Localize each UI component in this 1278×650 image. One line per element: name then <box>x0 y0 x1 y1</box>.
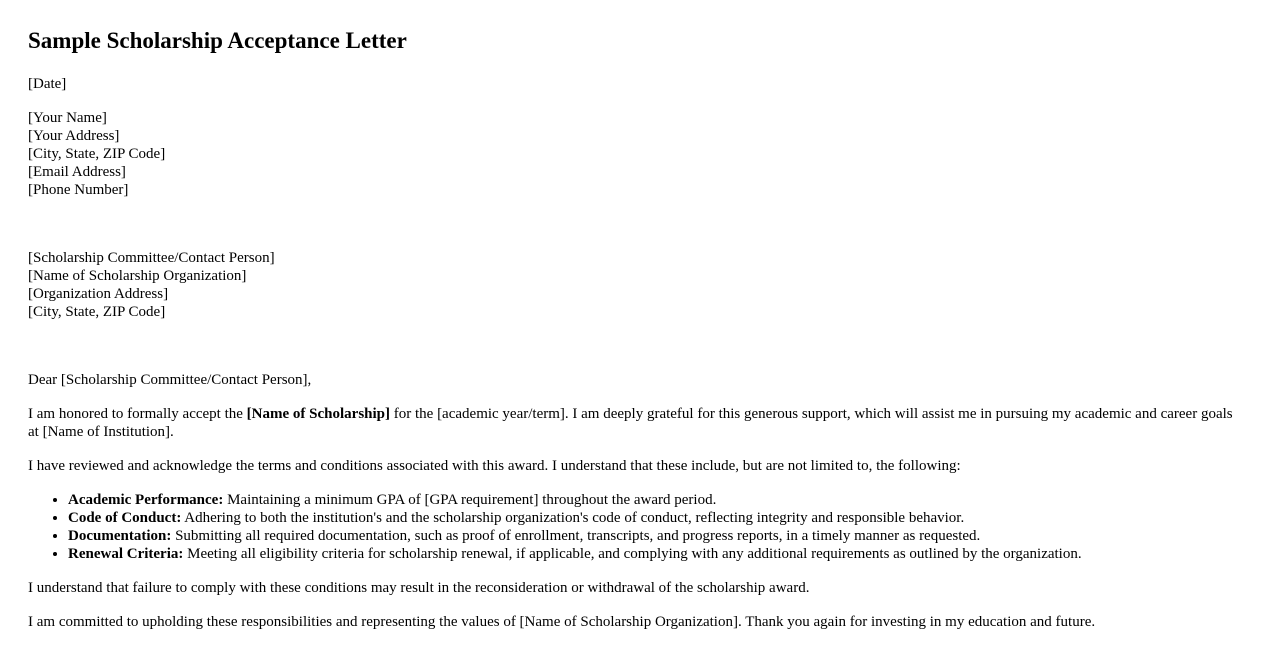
condition-term: Code of Conduct: <box>68 510 182 526</box>
recipient-city: [City, State, ZIP Code] <box>28 304 166 320</box>
conditions-list <box>28 491 1242 563</box>
commitment-text: I am committed to upholding these responsibilities and representing the values of [Name of Scholarship Organization]. Thank you again for investing in my education and future. <box>28 614 1096 630</box>
condition-text: Adhering to both the institution's and the scholarship organization's code of conduct, reflecting integrity and responsible behavior. <box>181 510 965 526</box>
page-title: Sample Scholarship Acceptance Letter <box>28 28 407 53</box>
list-item <box>68 545 1242 563</box>
compliance-text: I understand that failure to comply with these conditions may result in the reconsideration or withdrawal of the scholarship award. <box>28 580 810 596</box>
acceptance-text <box>28 405 1242 441</box>
recipient-contact: [Scholarship Committee/Contact Person] <box>28 250 275 266</box>
scholarship-name: [Name of Scholarship] <box>246 406 390 422</box>
condition-term: Documentation: <box>68 528 172 544</box>
sender-city: [City, State, ZIP Code] <box>28 146 166 162</box>
paragraph-compliance <box>28 579 1242 597</box>
sender-email: [Email Address] <box>28 164 126 180</box>
recipient-address-block <box>28 249 1242 321</box>
paragraph-acceptance <box>28 405 1242 441</box>
recipient-address: [Organization Address] <box>28 286 169 302</box>
paragraph-commitment <box>28 613 1242 631</box>
sender-address-block <box>28 109 1242 199</box>
condition-term: Academic Performance: <box>68 492 224 508</box>
condition-term: Renewal Criteria: <box>68 546 184 562</box>
paragraph-terms-intro <box>28 457 1242 475</box>
sender-address: [Your Address] <box>28 128 120 144</box>
date-text: [Date] <box>28 76 67 92</box>
salutation <box>28 371 1242 389</box>
acceptance-text-before: I am honored to formally accept the <box>28 406 247 422</box>
recipient-organization: [Name of Scholarship Organization] <box>28 268 247 284</box>
acceptance-text-after: for the [academic year/term]. I am deeply grateful for this generous support, which will assist me in pursuing my academic and career goals at [Name of Institution]. <box>28 406 1233 440</box>
sender-phone: [Phone Number] <box>28 182 129 198</box>
condition-text: Meeting all eligibility criteria for scholarship renewal, if applicable, and complying with any additional requirements as outlined by the organization. <box>183 546 1082 562</box>
list-item <box>68 527 1242 545</box>
salutation-text: Dear [Scholarship Committee/Contact Person], <box>28 372 312 388</box>
list-item <box>68 491 1242 509</box>
letter-date <box>28 75 1242 93</box>
condition-text: Submitting all required documentation, such as proof of enrollment, transcripts, and progress reports, in a timely manner as requested. <box>171 528 981 544</box>
condition-text: Maintaining a minimum GPA of [GPA requirement] throughout the award period. <box>223 492 717 508</box>
list-item <box>68 509 1242 527</box>
sender-name: [Your Name] <box>28 110 107 126</box>
terms-intro-text: I have reviewed and acknowledge the terms and conditions associated with this award. I understand that these include, but are not limited to, the following: <box>28 458 961 474</box>
